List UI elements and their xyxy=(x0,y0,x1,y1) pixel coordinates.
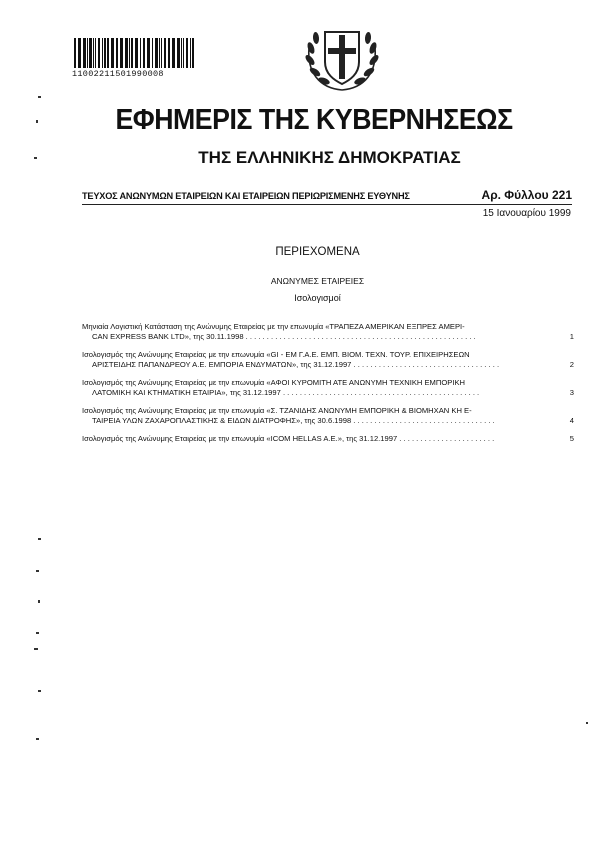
toc-entry-line2: ΛΑΤΟΜΙΚΗ ΚΑΙ ΚΤΗΜΑΤΙΚΗ ΕΤΑΙΡΙΑ», της 31.12.1997 . . . . . . . . . . . . . . . . . . . . . . . . . . . . . . . . . . . . . . . . . . . . . . . xyxy=(92,388,480,397)
barcode-bar xyxy=(183,38,184,68)
barcode-bar xyxy=(155,38,158,68)
toc-heading: ΠΕΡΙΕΧΟΜΕΝΑ xyxy=(275,246,360,258)
issue-line xyxy=(82,188,572,205)
barcode-bar xyxy=(120,38,123,68)
toc-entries xyxy=(82,322,574,452)
barcode-bar xyxy=(161,38,162,68)
scan-mark xyxy=(586,722,588,724)
barcode-bar xyxy=(78,38,81,68)
toc-entry xyxy=(82,434,574,444)
barcode-bars xyxy=(72,38,210,68)
toc-entry-text xyxy=(82,350,560,370)
issue-number: Αρ. Φύλλου 221 xyxy=(481,188,572,202)
scan-mark xyxy=(34,157,37,159)
barcode-bar xyxy=(190,38,191,68)
barcode-bar xyxy=(83,38,86,68)
barcode-bar xyxy=(102,38,103,68)
issue-type: ΤΕΥΧΟΣ ΑΝΩΝΥΜΩΝ ΕΤΑΙΡΕΙΩΝ ΚΑΙ ΕΤΑΙΡΕΙΩΝ ΠΕΡΙΩΡΙΣΜΕΝΗΣ ΕΥΘΥΝΗΣ xyxy=(82,191,410,201)
scan-mark xyxy=(36,570,39,572)
toc-entry-page: 3 xyxy=(569,388,574,397)
scan-mark xyxy=(38,538,41,540)
scan-mark xyxy=(38,690,41,692)
barcode-number: 11002211501990008 xyxy=(72,69,164,79)
barcode-bar xyxy=(129,38,130,68)
scan-mark xyxy=(38,96,41,98)
barcode-bar xyxy=(192,38,194,68)
toc-entry-line1: Μηνιαία Λογιστική Κατάσταση της Ανώνυμης Εταιρείας με την επωνυμία «ΤΡΑΠΕΖΑ ΑΜΕΡΙΚΑΝ ΕΞΠΡΕΣ ΑΜΕΡΙ- xyxy=(82,322,465,331)
toc-entry-line2: ΤΑΙΡΕΙΑ ΥΛΩΝ ΖΑΧΑΡΟΠΛΑΣΤΙΚΗΣ & ΕΙΔΩΝ ΔΙΑΤΡΟΦΗΣ», της 30.6.1998 . . . . . . . . . . . . . . . . . . . . . . . . . . . . . . . . . . xyxy=(92,416,495,425)
toc-entry-line1: Ισολογισμός της Ανώνυμης Εταιρείας με την επωνυμία «GI - ΕΜ Γ.Α.Ε. ΕΜΠ. ΒΙΟΜ. ΤΕΧΝ. ΤΟΥΡ. ΕΠΙΧΕΙΡΗΣΕΩΝ xyxy=(82,350,470,359)
barcode-bar xyxy=(143,38,145,68)
toc-entry xyxy=(82,350,574,370)
scan-mark xyxy=(34,648,38,650)
barcode-bar xyxy=(164,38,166,68)
barcode-bar xyxy=(125,38,128,68)
toc-entry-line2: ΑΡΙΣΤΕΙΔΗΣ ΠΑΠΑΝΔΡΕΟΥ Α.Ε. ΕΜΠΟΡΙΑ ΕΝΔΥΜΑΤΩΝ», της 31.12.1997 . . . . . . . . . . . . . . . . . . . . . . . . . . . . . . . . . . . xyxy=(92,360,500,369)
barcode-bar xyxy=(87,38,88,68)
barcode-bar xyxy=(172,38,175,68)
toc-entry-page: 4 xyxy=(569,416,574,425)
coat-of-arms-icon xyxy=(301,18,383,96)
toc-entry xyxy=(82,378,574,398)
barcode-bar xyxy=(93,38,94,68)
barcode-bar xyxy=(98,38,100,68)
barcode xyxy=(72,38,212,79)
issue-date: 15 Ιανουαρίου 1999 xyxy=(482,208,571,219)
barcode-bar xyxy=(89,38,92,68)
toc-entry xyxy=(82,322,574,342)
barcode-bar xyxy=(131,38,133,68)
toc-entry-text xyxy=(82,406,560,426)
barcode-bar xyxy=(111,38,114,68)
barcode-bar xyxy=(177,38,180,68)
toc-entry-line1: Ισολογισμός της Ανώνυμης Εταιρείας με την επωνυμία «ΑΦΟΙ ΚΥΡΟΜΙΤΗ ΑΤΕ ΑΝΩΝΥΜΗ ΤΕΧΝΙΚΗ ΕΜΠΟΡΙΚΗ xyxy=(82,378,465,387)
barcode-bar xyxy=(74,38,76,68)
toc-section: ΑΝΩΝΥΜΕΣ ΕΤΑΙΡΕΙΕΣ xyxy=(270,276,365,286)
toc-entry-text xyxy=(82,378,560,398)
barcode-bar xyxy=(95,38,96,68)
barcode-bar xyxy=(107,38,109,68)
scan-mark xyxy=(36,632,39,634)
barcode-bar xyxy=(116,38,118,68)
toc-entry-line1: Ισολογισμός της Ανώνυμης Εταιρείας με την επωνυμία «ICOM HELLAS A.E.», της 31.12.1997 . . . . . . . . . . . . . . . . . . . . . . . xyxy=(82,434,495,443)
toc-entry-line1: Ισολογισμός της Ανώνυμης Εταιρείας με την επωνυμία «Σ. ΤΖΑΝΙΔΗΣ ΑΝΩΝΥΜΗ ΕΜΠΟΡΙΚΗ & ΒΙΟΜΗΧΑΝ ΚΗ Ε- xyxy=(82,406,472,415)
toc-entry-page: 5 xyxy=(569,434,574,443)
barcode-bar xyxy=(186,38,188,68)
toc-entry-text xyxy=(82,434,560,444)
toc-entry-page: 2 xyxy=(569,360,574,369)
barcode-bar xyxy=(152,38,153,68)
masthead-subtitle: ΤΗΣ ΕΛΛΗΝΙΚΗΣ ΔΗΜΟΚΡΑΤΙΑΣ xyxy=(198,148,461,167)
barcode-bar xyxy=(168,38,170,68)
barcode-bar xyxy=(181,38,182,68)
barcode-bar xyxy=(147,38,150,68)
toc-entry-page: 1 xyxy=(569,332,574,341)
barcode-bar xyxy=(135,38,138,68)
toc-entry xyxy=(82,406,574,426)
toc-entry-line2: CAN EXPRESS BANK LTD», της 30.11.1998 . . . . . . . . . . . . . . . . . . . . . . . . . . . . . . . . . . . . . . . . . . . . . . . . . . . . . . . xyxy=(92,332,476,341)
scan-mark xyxy=(36,738,39,740)
scan-mark xyxy=(36,120,38,123)
scan-mark xyxy=(38,600,40,603)
barcode-bar xyxy=(104,38,106,68)
toc-entry-text xyxy=(82,322,560,342)
barcode-bar xyxy=(140,38,141,68)
toc-subsection: Ισολογισμοί xyxy=(294,293,341,303)
masthead-title: ΕΦΗΜΕΡΙΣ ΤΗΣ ΚΥΒΕΡΝΗΣΕΩΣ xyxy=(115,104,513,136)
barcode-bar xyxy=(159,38,160,68)
